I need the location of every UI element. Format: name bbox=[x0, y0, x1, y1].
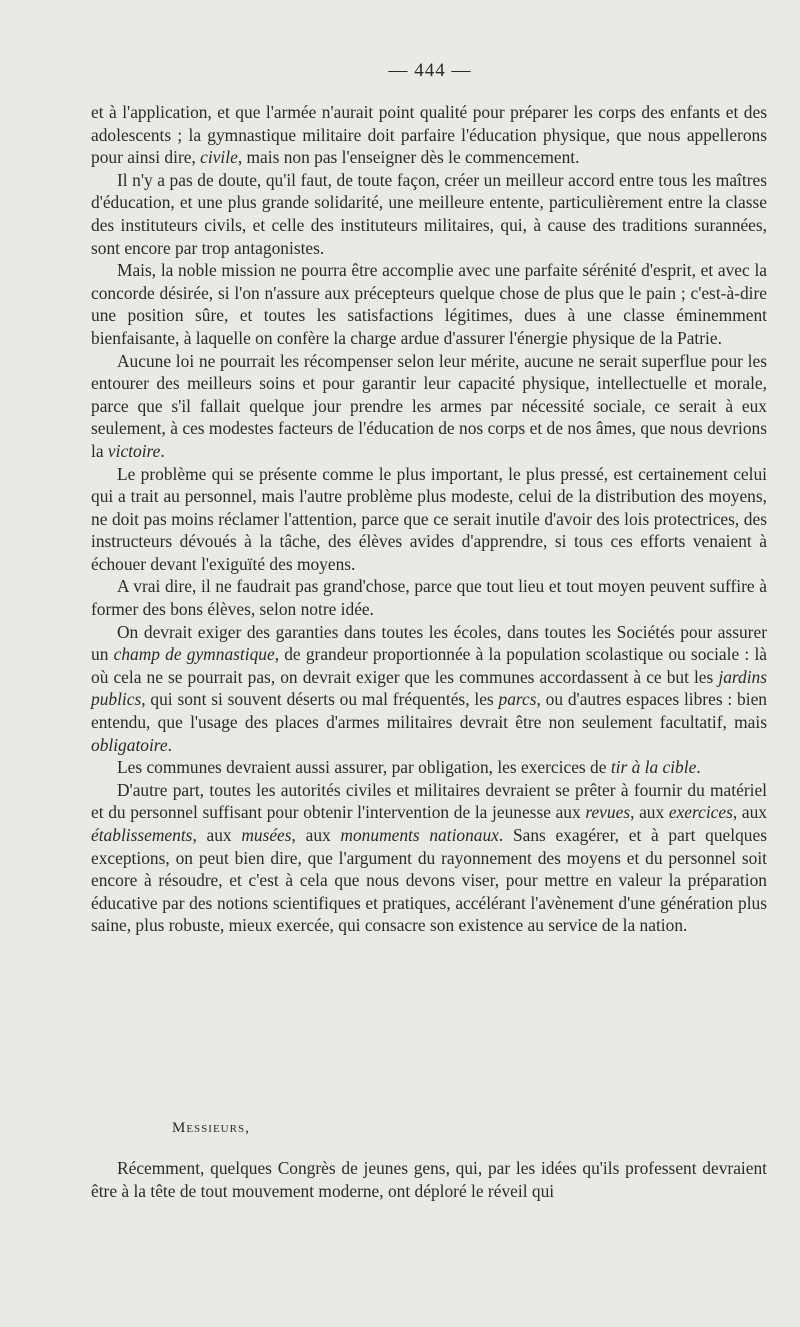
italic-text: tir à la cible bbox=[610, 757, 697, 778]
text-run: . bbox=[167, 734, 173, 755]
text-run: , aux bbox=[192, 825, 242, 845]
italic-text: monuments nationaux bbox=[340, 825, 499, 845]
text-run: . Sans exagérer, et à part quelques exceptions, on peut bien dire, que l'argument du rayonnement des moyens et du personnel soit encore à résoudre, et c'est à cela que nous devons viser, pour mettre en valeur la préparation éducative par des notions scientifiques et pratiques, accélérant l'avènement d'une génération plus saine, plus robuste, mieux exercée, qui consacre son existence au service de la nation. bbox=[91, 825, 767, 936]
italic-text: obligatoire bbox=[91, 734, 168, 755]
text-run: , ou d'autres espaces libres : bien entendu, que l'usage des places d'armes militaires devrait être non seulement facultatif, mais bbox=[91, 689, 767, 733]
page-number: — 444 — bbox=[388, 60, 472, 81]
paragraph bbox=[91, 463, 767, 576]
text-run: . bbox=[696, 757, 701, 778]
paragraph bbox=[91, 779, 767, 937]
text-run: , de grandeur proportionnée à la population scolastique ou sociale : là où cela ne se pourrait pas, on devrait exiger que les communes accordassent à ce but les bbox=[91, 644, 767, 687]
paragraph bbox=[91, 350, 767, 463]
text-run: Le problème qui se présente comme le plus important, le plus pressé, est certainement celui qui a trait au personnel, mais l'autre problème plus modeste, celui de la distribution des moyens, ne doit pas moins réclamer l'attention, parce que ce serait inutile d'avoir des lois protectrices, des instructeurs dévoués à la tâche, des élèves avides d'apprendre, si tous ces efforts venaient à échouer devant l'exiguïté des moyens. bbox=[91, 463, 767, 574]
text-run: , aux bbox=[732, 802, 767, 823]
paragraph bbox=[91, 169, 767, 259]
text-run: , qui sont si souvent déserts ou mal fréquentés, les bbox=[141, 689, 499, 710]
text-run: D'autre part, toutes les autorités civiles et militaires devraient se prêter à fournir du matériel et du personnel suffisant pour obtenir l'intervention de la jeunesse aux bbox=[91, 779, 767, 823]
text-run: A vrai dire, il ne faudrait pas grand'chose, parce que tout lieu et tout moyen peuvent suffire à former des bons élèves, selon notre idée. bbox=[91, 576, 767, 620]
italic-text: champ de gymnastique bbox=[113, 644, 275, 665]
italic-text: victoire bbox=[107, 440, 161, 461]
paragraph bbox=[91, 575, 767, 620]
text-run: On devrait exiger des garanties dans toutes les écoles, dans toutes les Sociétés pour assurer un bbox=[91, 621, 767, 665]
text-run: Mais, la noble mission ne pourra être accomplie avec une parfaite sérénité d'esprit, et avec la concorde désirée, si l'on n'assure aux précepteurs quelque chose de plus que le pain ; c'est-à-dire une position sûre, et toutes les satisfactions légitimes, dues à une classe éminemment bienfaisante, à laquelle on confère la charge ardue d'assurer l'énergie physique de la Patrie. bbox=[91, 260, 767, 348]
paragraph bbox=[91, 756, 767, 779]
text-run: , aux bbox=[630, 802, 669, 823]
italic-text: établissements bbox=[91, 825, 193, 845]
italic-text: musées bbox=[241, 825, 292, 845]
italic-text: parcs bbox=[498, 689, 537, 710]
text-run: , aux bbox=[291, 825, 341, 845]
paragraph bbox=[91, 101, 767, 169]
body-text bbox=[91, 101, 767, 937]
final-paragraph: Récemment, quelques Congrès de jeunes gens, qui, par les idées qu'ils professent devraient être à la tête de tout mouvement moderne, ont déploré le réveil qui bbox=[91, 1158, 767, 1201]
paragraph bbox=[91, 621, 767, 757]
italic-text: exercices bbox=[668, 802, 733, 823]
italic-text: revues bbox=[585, 802, 631, 823]
text-run: Les communes devraient aussi assurer, par obligation, les exercices de bbox=[117, 757, 611, 778]
text-run: Aucune loi ne pourrait les récompenser selon leur mérite, aucune ne serait superflue pour les entourer des meilleurs soins et pour garantir leur capacité physique, intellectuelle et morale, parce que s'il fallait quelque jour prendre les armes par nécessité sociale, ce serait à eux seulement, à ces modestes facteurs de l'éducation de nos corps et de nos âmes, que nous devrions la bbox=[91, 350, 767, 461]
italic-text: civile bbox=[200, 147, 238, 168]
salutation: Messieurs, bbox=[172, 1120, 250, 1136]
paragraph bbox=[91, 259, 767, 349]
text-run: . bbox=[160, 440, 165, 461]
text-run: Il n'y a pas de doute, qu'il faut, de toute façon, créer un meilleur accord entre tous les maîtres d'éducation, et une plus grande solidarité, une meilleure entente, particulièrement entre la classe des instituteurs civils, et celle des instituteurs militaires, qui, à cause des traditions surannées, sont encore par trop antagonistes. bbox=[91, 169, 767, 258]
text-run: , mais non pas l'enseigner dès le commencement. bbox=[237, 147, 580, 168]
text-run: et à l'application, et que l'armée n'aurait point qualité pour préparer les corps des enfants et des adolescents ; la gymnastique militaire doit parfaire l'éducation physique, que nous appellerons pour ainsi dire, bbox=[91, 102, 767, 168]
italic-text: jardins publics bbox=[91, 666, 767, 710]
